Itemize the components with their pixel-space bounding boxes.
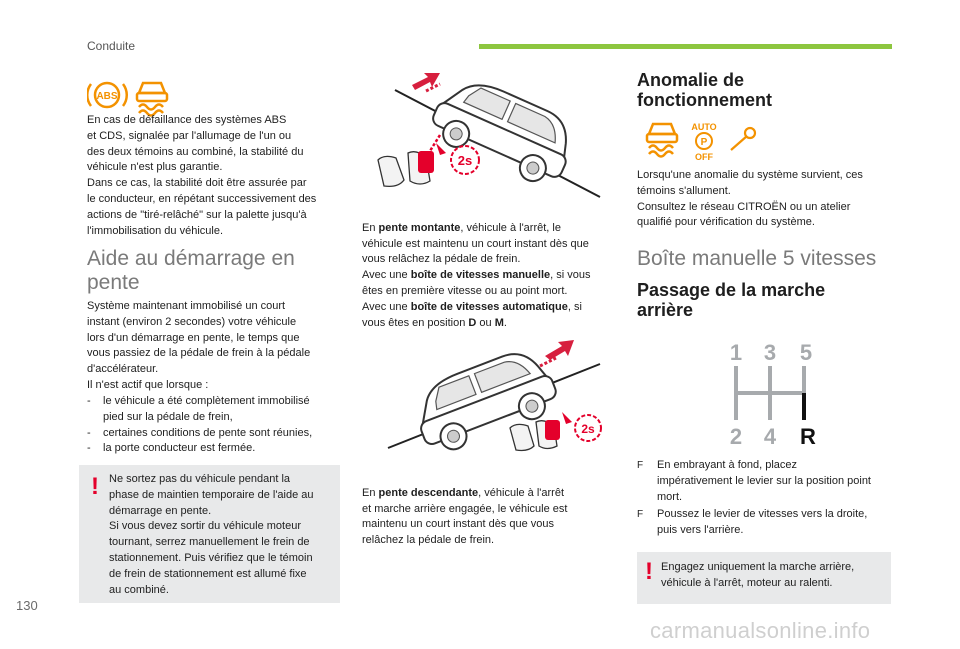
text-run-bold: pente montante [378,221,461,234]
hill-start-heading-line1: Aide au démarrage en [87,247,295,270]
text-run: En [362,486,379,499]
anomaly-heading-line2: fonctionnement [637,90,772,110]
text-run-bold: boîte de vitesses manuelle [410,269,551,282]
reverse-instructions-list [637,458,902,541]
watermark: carmanualsonline.info [650,618,871,643]
gear-label-1: 1 [729,340,743,365]
off-label: OFF [695,152,713,162]
section-accent-bar [479,44,892,49]
anomaly-text: Lorsqu'une anomalie du système survient, ces témoins s'allument. Consultez le réseau CITROËN ou un atelier qualifié pour vérification du système. [637,169,863,229]
reverse-gear-heading [637,280,897,320]
timer-2s-icon [575,415,601,441]
gear-label-reverse: R [800,424,816,448]
abs-cds-warning-icons [87,75,177,117]
hill-start-heading-line2: pente [87,271,140,294]
stability-control-icon [647,124,677,157]
hill-start-warning-text: Ne sortez pas du véhicule pendant la phase de maintien temporaire de l'aide au démarrage en pente. Si vous devez sortir du véhicule moteur tournant, serrez manuellement le frein de stationnement. Puis vérifiez que le témoin de frein de stationnement est allumé fixe au combiné. [109,473,314,596]
list-item [87,426,347,442]
abs-cds-failure-text: En cas de défaillance des systèmes ABS et CDS, signalée par l'allumage de l'un ou des deux témoins au combiné, la stabilité du véhicule n'est plus garantie. Dans ce cas, la stabilité doit être assurée par le conducteur, en répétant successivement des actions de "tiré-relâché" sur la palette jusqu'à l'immobilisation du véhicule. [87,114,317,237]
gear-shift-pattern-diagram [720,338,830,448]
list-item [87,394,347,426]
list-dash: - [87,395,91,407]
anomaly-heading [637,70,897,110]
text-run-bold: pente descendante [378,486,479,499]
reverse-warning-text: Engagez uniquement la marche arrière, véhicule à l'arrêt, moteur au ralenti. [661,561,855,589]
list-item-text: Poussez le levier de vitesses vers la droite, puis vers l'arrière. [657,508,868,537]
reverse-heading-line2: arrière [637,300,694,320]
hill-start-conditions-list [87,394,347,457]
list-item [637,507,902,539]
downhill-text [362,470,617,549]
text-run: ou [476,316,495,329]
abs-warning-icon [87,83,127,107]
uphill-car-illustration [360,55,605,203]
reverse-warning-box [637,552,891,604]
anomaly-warning-icons [645,120,760,162]
text-run: . [503,316,507,329]
gear-label-2: 2 [729,424,743,448]
text-run: En [362,221,379,234]
timer-2s-icon [451,146,479,174]
text-run: , si vous êtes en première vitesse ou au point mort. Avec une [362,269,591,313]
text-run: , si vous êtes en position [362,300,582,329]
abs-icon-text: ABS [96,91,118,102]
timer-label: 2s [457,153,473,168]
uphill-text [362,205,617,331]
motion-arrow-icon [540,340,574,366]
reverse-heading-line1: Passage de la marche [637,280,826,300]
hill-start-warning-box [79,465,340,603]
list-item [87,441,347,457]
page-number: 130 [16,598,38,613]
gear-label-4: 4 [763,424,777,448]
list-item-text: la porte conducteur est fermée. [103,442,256,455]
manual-gearbox-heading: Boîte manuelle 5 vitesses [637,247,877,270]
pedal-feet-icon [510,412,572,451]
p-label: P [700,137,708,148]
warning-exclamation-icon: ! [91,473,99,500]
text-run-bold: M [494,316,504,329]
list-item-text: certaines conditions de pente sont réunies, [103,426,313,439]
stability-control-icon [137,83,167,116]
gear-label-5: 5 [799,340,813,365]
hill-start-description: Système maintenant immobilisé un court instant (environ 2 secondes) votre véhicule lors d'un démarrage en pente, le temps que vous passiez de la pédale de frein à la pédale d'accélérateur. Il n'est actif que lorsque : [87,300,311,391]
text-run: , véhicule à l'arrêt et marche arrière engagée, le véhicule est maintenu un court instant dès que vous relâchez la pédale de frein. [362,486,568,547]
list-dash: - [87,442,91,455]
gear-label-3: 3 [763,340,777,365]
hill-start-heading [87,247,347,295]
motion-arrow-icon [412,73,440,91]
pedal-feet-icon [378,135,446,186]
text-run-bold: D [468,316,477,329]
list-dash: - [87,426,91,439]
bullet-glyph: F [637,509,644,521]
anomaly-heading-line1: Anomalie de [637,70,745,90]
car-drawing [425,70,582,192]
list-item-text: En embrayant à fond, placez impérativement le levier sur la position point mort. [657,459,871,503]
auto-label: AUTO [691,122,717,132]
wrench-icon [731,128,755,150]
list-item [637,458,902,505]
text-run: , véhicule à l'arrêt, le véhicule est maintenu un court instant dès que vous relâchez la pédale de frein. Avec une [362,221,589,282]
section-label: Conduite [87,39,136,53]
downhill-car-illustration [360,328,605,458]
auto-off-hill-assist-icon [691,122,716,162]
warning-exclamation-icon: ! [645,558,653,585]
timer-label: 2s [581,422,595,436]
text-run-bold: boîte de vitesses automatique [410,300,568,313]
bullet-glyph: F [637,460,644,471]
list-item-text: le véhicule a été complètement immobilisé pied sur la pédale de frein, [103,395,310,423]
